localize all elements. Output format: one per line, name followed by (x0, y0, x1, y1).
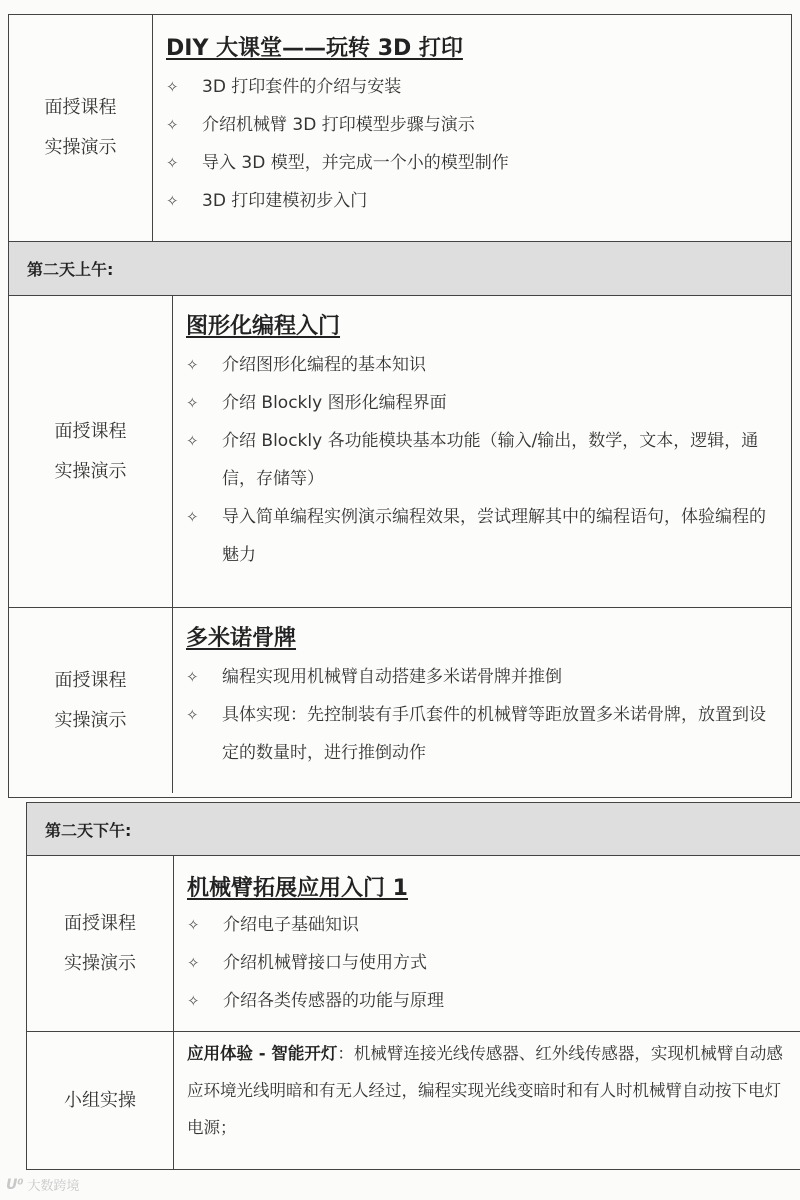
sparkle-icon: ✧ (166, 192, 179, 210)
sparkle-icon: ✧ (166, 78, 179, 96)
label-lecture: 面授课程 (44, 97, 117, 118)
watermark (6, 1175, 80, 1194)
label-group-practice: 小组实操 (64, 1089, 136, 1111)
block1-content (172, 295, 791, 607)
block1-title: 图形化编程入门 (186, 314, 341, 339)
sparkle-icon: ✧ (186, 508, 199, 526)
practice-lead: 应用体验 - 智能开灯 (187, 1044, 338, 1063)
list-item: ✧ 3D 打印建模初步入门 (166, 182, 791, 220)
practice-description: 应用体验 - 智能开灯：机械臂连接光线传感器、红外线传感器，实现机械臂自动感应环境光线明暗和有无人经过，编程实现光线变暗时和有人时机械臂自动按下电灯电源； (187, 1044, 783, 1137)
label-demo: 实操演示 (54, 709, 127, 731)
section1-title: DIY 大课堂——玩转 3D 打印 (166, 36, 463, 61)
day2-morning-header: 第二天上午: (9, 242, 791, 295)
label-lecture: 面授课程 (64, 912, 136, 934)
list-item: ✧ 介绍机械臂接口与使用方式 (187, 944, 790, 982)
block3-content (173, 855, 800, 1031)
day2-afternoon-header: 第二天下午: (27, 803, 800, 855)
sparkle-icon: ✧ (186, 432, 199, 450)
list-item: ✧ 介绍图形化编程的基本知识 (186, 346, 777, 384)
block3-title: 机械臂拓展应用入门 1 (187, 876, 408, 901)
list-item: ✧ 介绍 Blockly 各功能模块基本功能（输入/输出，数学，文本，逻辑，通信，存储等） (186, 422, 777, 498)
sparkle-icon: ✧ (166, 116, 179, 134)
sparkle-icon: ✧ (166, 154, 179, 172)
list-item: ✧ 介绍机械臂 3D 打印模型步骤与演示 (166, 106, 791, 144)
block3-label (27, 856, 173, 1031)
block2-content (172, 607, 791, 793)
block4-label (27, 1032, 173, 1169)
sparkle-icon: ✧ (187, 992, 200, 1010)
sparkle-icon: ✧ (186, 706, 199, 724)
label-demo: 实操演示 (64, 952, 136, 974)
block2-label (9, 608, 172, 793)
section1-content (152, 15, 791, 241)
list-item: ✧ 介绍各类传感器的功能与原理 (187, 982, 790, 1020)
list-item: ✧ 编程实现用机械臂自动搭建多米诺骨牌并推倒 (186, 658, 777, 696)
schedule-table-1 (8, 14, 792, 798)
list-item: ✧ 介绍电子基础知识 (187, 906, 790, 944)
sparkle-icon: ✧ (187, 916, 200, 934)
list-item: ✧ 具体实现：先控制装有手爪套件的机械臂等距放置多米诺骨牌，放置到设定的数量时，进行推倒动作 (186, 696, 777, 772)
section1-label (9, 15, 152, 241)
block4-content (173, 1031, 800, 1169)
label-demo: 实操演示 (54, 460, 127, 482)
sparkle-icon: ✧ (186, 394, 199, 412)
block1-label (9, 296, 172, 607)
list-item: ✧ 导入 3D 模型，并完成一个小的模型制作 (166, 144, 791, 182)
sparkle-icon: ✧ (187, 954, 200, 972)
block2-title: 多米诺骨牌 (186, 626, 297, 651)
schedule-table-2 (26, 802, 800, 1170)
sparkle-icon: ✧ (186, 356, 199, 374)
sparkle-icon: ✧ (186, 668, 199, 686)
label-demo: 实操演示 (44, 137, 117, 158)
list-item: ✧ 导入简单编程实例演示编程效果，尝试理解其中的编程语句，体验编程的魅力 (186, 498, 777, 574)
label-lecture: 面授课程 (54, 420, 127, 442)
watermark-text: 大数跨境 (27, 1179, 80, 1194)
list-item: ✧ 3D 打印套件的介绍与安装 (166, 68, 791, 106)
label-lecture: 面授课程 (54, 669, 127, 691)
list-item: ✧ 介绍 Blockly 图形化编程界面 (186, 384, 777, 422)
watermark-logo-icon: ᑌ⁰ (6, 1176, 24, 1193)
